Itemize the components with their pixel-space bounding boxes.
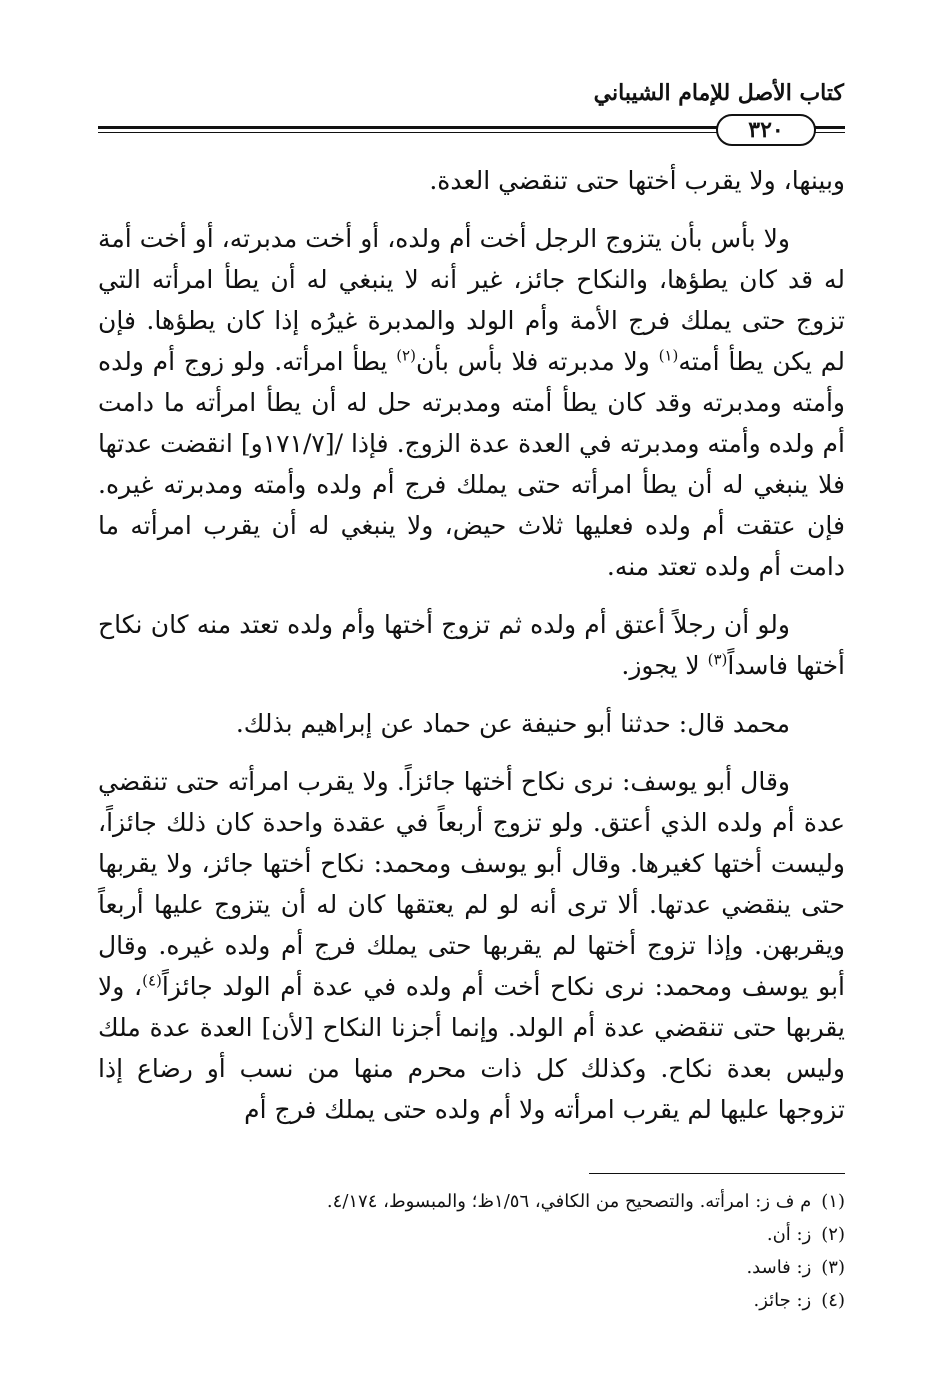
footnote-4 — [98, 1284, 845, 1317]
paragraph-2-text-c: يطأ امرأته. ولو زوج أم ولده وأمته ومدبرته وقد كان يطأ أمته ومدبرته حل له أن يطأ امرأته ما دامت أم ولده وأمته ومدبرته في العدة عدة الزوج. فإذا /[١٧١/٧و] انقضت عدتها فلا ينبغي له أن يطأ امرأته حتى يملك فرج أم ولده وأمته ومدبرته غيره. فإن عتقت أم ولده فعليها ثلاث حيض، ولا ينبغي له أن يقرب امرأته ما دامت أم ولده تعتد منه. — [98, 347, 845, 581]
footnote-ref-3: (٣) — [707, 650, 728, 669]
paragraph-3-text-a: ولو أن رجلاً أعتق أم ولده ثم تزوج أختها وأم ولده تعتد منه كان نكاح أختها فاسداً — [98, 610, 845, 680]
paragraph-1 — [98, 160, 845, 201]
footnote-number: (١) — [821, 1191, 845, 1212]
footnote-text: ز: فاسد. — [746, 1257, 812, 1278]
footnote-2 — [98, 1218, 845, 1251]
paragraph-5-text-a: وقال أبو يوسف: نرى نكاح أختها جائزاً. ولا يقرب امرأته حتى تنقضي عدة أم ولده الذي أعتق. ولو تزوج أربعاً في عقدة واحدة كان ذلك جائزاً، وليست أختها كغيرها. وقال أبو يوسف ومحمد: نكاح أختها جائز، ولا يقربها حتى ينقضي عدتها. ألا ترى أنه لو لم يعتقها كان له أن يتزوج عليها أربعاً ويقربهن. وإذا تزوج أختها لم يقربها حتى يملك فرج أم ولده غيره. وقال أبو يوسف ومحمد: نرى نكاح أخت أم ولده في عدة أم الولد جائزاً — [98, 767, 845, 1001]
main-text — [98, 160, 845, 1147]
paragraph-3 — [98, 604, 845, 686]
footnote-ref-2: (٢) — [396, 346, 416, 365]
paragraph-4 — [98, 703, 845, 744]
footnote-number: (٣) — [821, 1257, 845, 1278]
paragraph-5-text-b: ، ولا يقربها حتى تنقضي عدة أم الولد. وإنما أجزنا النكاح [لأن] العدة عدة ملك وليس بعدة نكاح. وكذلك كل ذات محرم منها من نسب أو رضاع إذا تزوجها عليها لم يقرب امرأته ولا أم ولده حتى يملك فرج أم — [98, 972, 845, 1124]
paragraph-2-text-b: ولا مدبرته فلا بأس بأن — [415, 347, 659, 376]
footnotes — [98, 1185, 845, 1317]
footnote-3 — [98, 1251, 845, 1284]
footnote-separator — [589, 1173, 845, 1174]
paragraph-2 — [98, 218, 845, 587]
running-header-title: كتاب الأصل للإمام الشيباني — [593, 80, 844, 106]
footnote-text: ز: جائز. — [753, 1290, 812, 1311]
page-number: ٣٢٠ — [748, 117, 784, 143]
paragraph-2-text-a: ولا بأس بأن يتزوج الرجل أخت أم ولده، أو أخت مدبرته، أو أخت أمة له قد كان يطؤها، والنكاح جائز، غير أنه لا ينبغي له أن يطأ امرأته التي تزوج حتى يملك فرج الأمة وأم الولد والمدبرة غيرُه إذا كان يطؤها. فإن لم يكن يطأ أمته — [98, 224, 846, 376]
footnote-number: (٤) — [821, 1290, 845, 1311]
paragraph-4-text: محمد قال: حدثنا أبو حنيفة عن حماد عن إبراهيم بذلك. — [235, 709, 790, 738]
page-number-badge — [716, 114, 816, 146]
footnote-text: ز: أن. — [766, 1224, 812, 1245]
paragraph-1-text: وبينها، ولا يقرب أختها حتى تنقضي العدة. — [429, 166, 845, 195]
footnote-ref-4: (٤) — [142, 971, 162, 990]
footnote-number: (٢) — [821, 1224, 845, 1245]
footnote-1 — [98, 1185, 845, 1218]
paragraph-5 — [98, 761, 845, 1130]
footnote-ref-1: (١) — [658, 346, 679, 365]
paragraph-3-text-b: لا يجوز. — [621, 651, 708, 680]
footnote-text: م ف ز: امرأته. والتصحيح من الكافي، ١/٥٦ظ؛ والمبسوط، ٤/١٧٤. — [326, 1191, 812, 1212]
